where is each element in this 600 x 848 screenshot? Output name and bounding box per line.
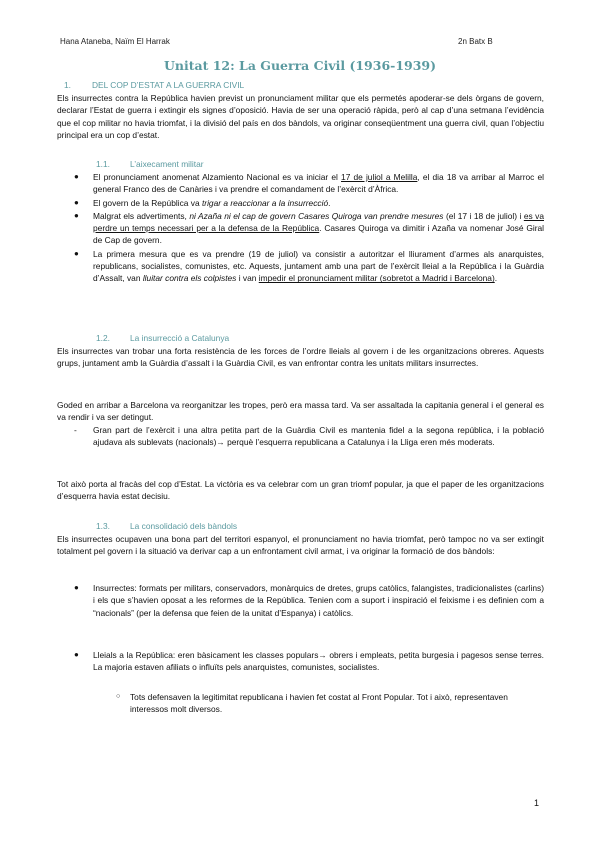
italic-text: trigar a reaccionar a la insurrecció <box>201 197 329 208</box>
section-1-2-paragraph-3: Tot això porta al fracàs del cop d’Estat. La victòria es va celebrar com un gran triomf popular, ja que el paper de les organitzacions d’esquerra havia estat decisiu. <box>57 479 544 502</box>
bullet-icon: ● <box>74 197 79 207</box>
underlined-text: 17 de juliol a Melilla <box>341 172 418 182</box>
bullet-icon: ● <box>74 248 79 258</box>
italic-text: ni Azaña ni el cap de govern Casares Quiroga van prendre mesures <box>189 210 444 221</box>
section-1-2-paragraph-2: Goded en arribar a Barcelona va reorganitzar les tropes, però era massa tard. Va ser assaltada la capitania general i el general es va rendir i va ser detingut. <box>57 400 544 423</box>
bullet-text: (el 17 i 18 de juliol) i <box>443 210 524 221</box>
bullet-text: Lleials a la República: eren bàsicament les classes populars→ obrers i empleats, petita burgesia i pagesos sense terres. La majoria estaven afiliats o influïts pels anarquistes, comunistes, socialistes. <box>93 650 544 673</box>
dash-icon: - <box>74 425 77 435</box>
section-1-1-number: 1.1. <box>96 159 110 169</box>
underlined-text: es va perdre un temps necessari per a la defensa de la República <box>93 210 544 234</box>
bullet-text: El pronunciament anomenat Alzamiento Nacional es va iniciar el <box>93 172 342 182</box>
section-1-3-bullet-list-1 <box>74 582 544 620</box>
italic-text: lluitar contra els colpistes <box>142 273 237 284</box>
bullet-text: Malgrat els advertiments, <box>93 210 190 221</box>
page-number: 1 <box>534 798 540 808</box>
section-1-2-dash-item <box>74 424 544 449</box>
bullet-icon: ● <box>74 583 79 592</box>
header-authors: Hana Ataneba, Naïm El Harrak <box>60 37 170 46</box>
section-1-2-heading <box>96 333 229 343</box>
bullet-text: . <box>328 197 331 208</box>
bullet-icon: ● <box>74 172 79 181</box>
header-course: 2n Batx B <box>458 37 493 46</box>
list-item <box>74 582 544 619</box>
bullet-text: La primera mesura que es va prendre (19 de juliol) va consistir a autoritzar el lliurament d’armes als anarquistes, republicans, socialistes, comunistes, etc. Aquests, juntament amb una part de l’exèrcit lleial a la República i la Guàrdia d’Assalt, van <box>93 248 544 284</box>
section-1-title: DEL COP D’ESTAT A LA GUERRA CIVIL <box>92 80 245 90</box>
sub-item-text: Tots defensaven la legitimitat republicana i havien fet costat al Front Popular. Tot i això, representaven interessos molt diversos. <box>130 692 508 715</box>
section-1-3-sub-item <box>116 691 544 716</box>
section-1-2-number: 1.2. <box>96 333 110 343</box>
list-item <box>74 210 544 247</box>
section-1-3-paragraph: Els insurrectes ocupaven una bona part del territori espanyol, el pronunciament no havia triomfat, però tampoc no va ser extingit totalment pel govern i la situació va derivar cap a un enfrontament civil armat, i va originar la formació de dos bàndols: <box>57 534 544 557</box>
section-1-2-paragraph-1: Els insurrectes van trobar una forta resistència de les forces de l’ordre lleials al govern i de les organitzacions obreres. Aquests grups, juntament amb la Guàrdia d’assalt i la Guàrdia Civil, es van enfrontar contra les unitats militars insurrectes. <box>57 346 544 369</box>
section-1-number: 1. <box>64 80 71 90</box>
bullet-text: . Casares Quiroga va dimitir i Azaña va nomenar José Giral de Cap de govern. <box>93 223 544 246</box>
bullet-text: . <box>494 273 498 284</box>
list-item <box>74 197 544 209</box>
section-1-3-number: 1.3. <box>96 521 110 531</box>
bullet-text: i van <box>236 273 259 284</box>
circle-bullet-icon: ○ <box>116 693 121 700</box>
section-1-1-bullet-list <box>74 171 545 286</box>
underlined-text: impedir el pronunciament militar (sobretot a Madrid i Barcelona) <box>258 273 495 284</box>
list-item <box>74 649 544 674</box>
bullet-text: , el dia 18 va arribar al Marroc el general Franco des de Canàries i va prendre el comandament de l’exèrcit d’Àfrica. <box>93 172 545 195</box>
section-1-heading <box>64 80 244 90</box>
list-item <box>74 171 545 196</box>
document-title: Unitat 12: La Guerra Civil (1936-1939) <box>163 58 437 73</box>
dash-item-text: Gran part de l’exèrcit i una altra petita part de la Guàrdia Civil es mantenia fidel a la segona república, i la població ajudava als sublevats (nacionals)→ perquè l’esquerra republicana a Catalunya i la Lliga eren més moderats. <box>93 425 544 448</box>
section-1-3-bullet-list-2 <box>74 649 544 675</box>
bullet-text: El govern de la República va <box>93 197 202 208</box>
section-1-3-title: La consolidació dels bàndols <box>130 521 238 531</box>
bullet-icon: ● <box>74 210 79 220</box>
section-1-1-title: L’aixecament militar <box>130 159 204 169</box>
bullet-text: Insurrectes: formats per militars, conservadors, monàrquics de dretes, grups catòlics, falangistes, tradicionalistes (carlins) i els que s’havien oposat a les reformes de la República. Tenien com a suport i inspiració el feixisme i es definien com a “nacionals” (per la defensa que feien de la unitat d’Espanya) i catòlics. <box>93 583 544 618</box>
bullet-icon: ● <box>74 650 79 659</box>
section-1-1-heading <box>96 159 204 169</box>
list-item <box>74 248 544 285</box>
section-1-3-heading <box>96 521 237 531</box>
section-1-2-title: La insurrecció a Catalunya <box>130 333 230 343</box>
section-1-intro: Els insurrectes contra la República havien previst un pronunciament militar que els permetés apoderar-se dels òrgans de govern, declarar l’Estat de guerra i extingir els signes d’oposició. Havia de ser una operació ràpida, però al cap d’una setmana l’evidència que el cop militar no havia triomfat, i la divisió del país en dos bàndols, va originar conseqüentment una guerra civil, quan l’objectiu principal era un cop d’estat. <box>57 93 544 140</box>
